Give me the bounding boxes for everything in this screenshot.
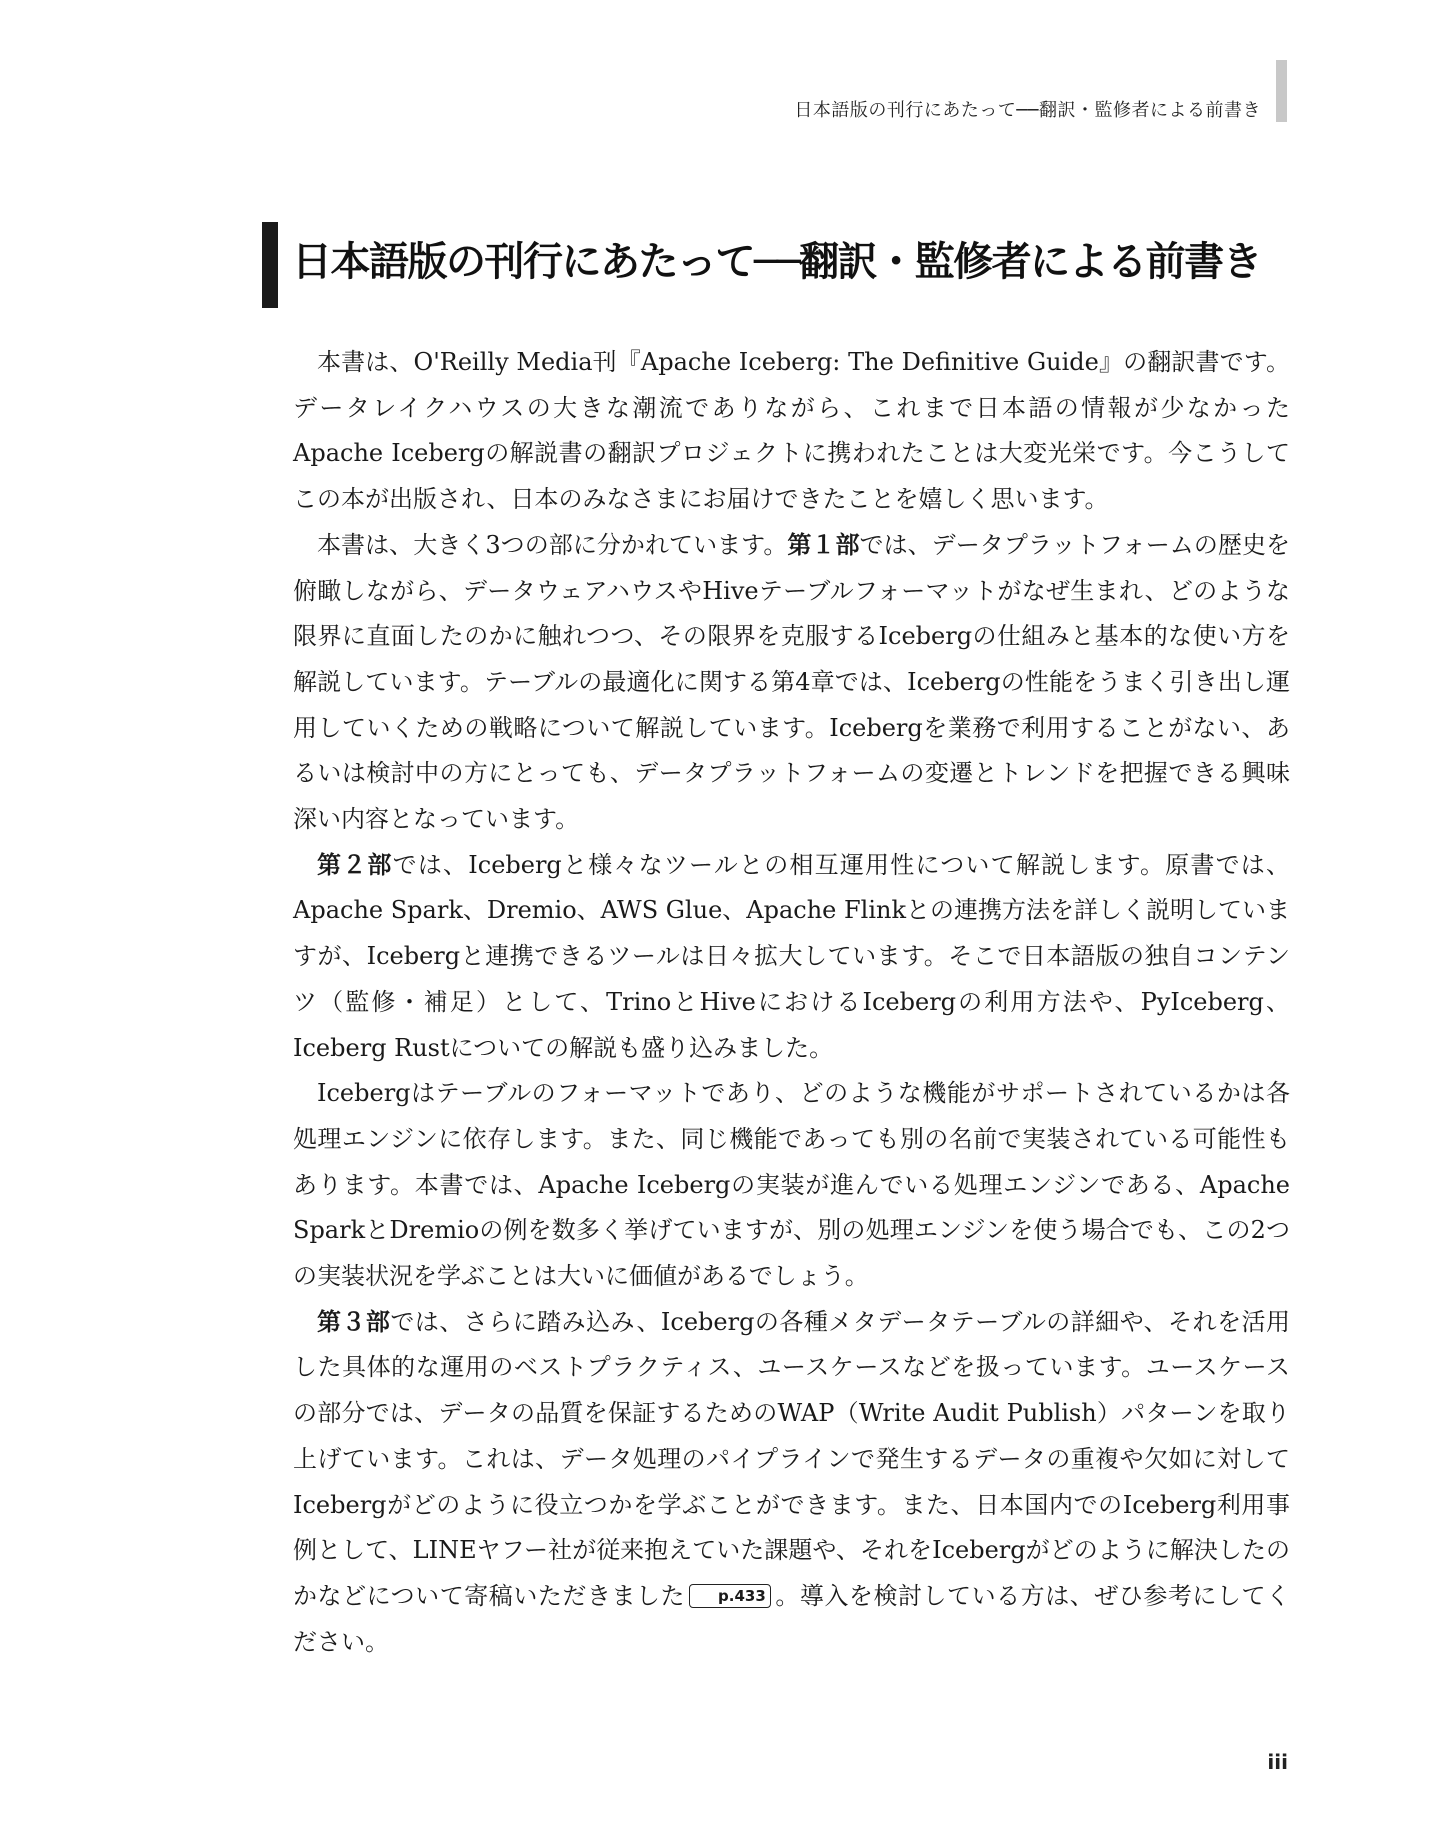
paragraph-2-intro: 本書は、大きく3つの部に分かれています。 — [317, 530, 788, 559]
page-title: 日本語版の刊行にあたって──翻訳・監修者による前書き — [292, 239, 1262, 285]
part-3-label: 第３部 — [317, 1307, 391, 1336]
page-reference-badge[interactable]: p.433 — [689, 1584, 771, 1608]
paragraph-4: Icebergはテーブルのフォーマットであり、どのような機能がサポートされているかは各処理エンジンに依存します。また、同じ機能であっても別の名前で実装されている可能性もあります。本書では、Apache Icebergの実装が進んでいる処理エンジンである、Apache SparkとDremioの例を数多く挙げていますが、別の処理エンジンを使う場合でも、この2つの実装状況を学ぶことは大いに価値があるでしょう。 — [293, 1079, 1290, 1291]
paragraph-2 — [293, 523, 1290, 843]
title-accent-bar — [262, 222, 278, 308]
paragraph-2-body: では、データプラットフォームの歴史を俯瞰しながら、データウェアハウスやHiveテーブルフォーマットがなぜ生まれ、どのような限界に直面したのかに触れつつ、その限界を克服するIcebergの仕組みと基本的な使い方を解説しています。テーブルの最適化に関する第4章では、Icebergの性能をうまく引き出し運用していくための戦略について解説しています。Icebergを業務で利用することがない、あるいは検討中の方にとっても、データプラットフォームの変遷とトレンドを把握できる興味深い内容となっています。 — [293, 530, 1290, 834]
part-1-label: 第１部 — [787, 530, 860, 559]
paragraph-5-body: では、さらに踏み込み、Icebergの各種メタデータテーブルの詳細や、それを活用した具体的な運用のベストプラクティス、ユースケースなどを扱っています。ユースケースの部分では、データの品質を保証するためのWAP（Write Audit Publish）パターンを取り上げています。これは、データ処理のパイプラインで発生するデータの重複や欠如に対してIcebergがどのように役立つかを学ぶことができます。また、日本国内でのIceberg利用事例として、LINEヤフー社が従来抱えていた課題や、それをIcebergがどのように解決したのかなどについて寄稿いただきました — [293, 1307, 1290, 1610]
paragraph-5 — [293, 1300, 1290, 1666]
paragraph-3 — [293, 843, 1290, 1072]
body-text — [293, 340, 1290, 1665]
header-edge-bar — [1276, 60, 1287, 122]
paragraph-1: 本書は、O'Reilly Media刊『Apache Iceberg: The Definitive Guide』の翻訳書です。データレイクハウスの大きな潮流でありながら、これまで日本語の情報が少なかったApache Icebergの解説書の翻訳プロジェクトに携われたことは大変光栄です。今こうしてこの本が出版され、日本のみなさまにお届けできたことを嬉しく思います。 — [293, 348, 1290, 514]
page-number: iii — [1267, 1750, 1288, 1774]
paragraph-3-body: では、Icebergと様々なツールとの相互運用性について解説します。原書では、Apache Spark、Dremio、AWS Glue、Apache Flinkとの連携方法を詳しく説明していますが、Icebergと連携できるツールは日々拡大しています。そこで日本語版の独自コンテンツ（監修・補足）として、TrinoとHiveにおけるIcebergの利用方法や、PyIceberg、Iceberg Rustについての解説も盛り込みました。 — [293, 850, 1291, 1062]
part-2-label: 第２部 — [317, 850, 393, 879]
paragraph-5-tail: 。導入を検討している方は、ぜひ参考にしてください。 — [293, 1581, 1290, 1656]
running-header: 日本語版の刊行にあたって──翻訳・監修者による前書き — [794, 100, 1261, 121]
